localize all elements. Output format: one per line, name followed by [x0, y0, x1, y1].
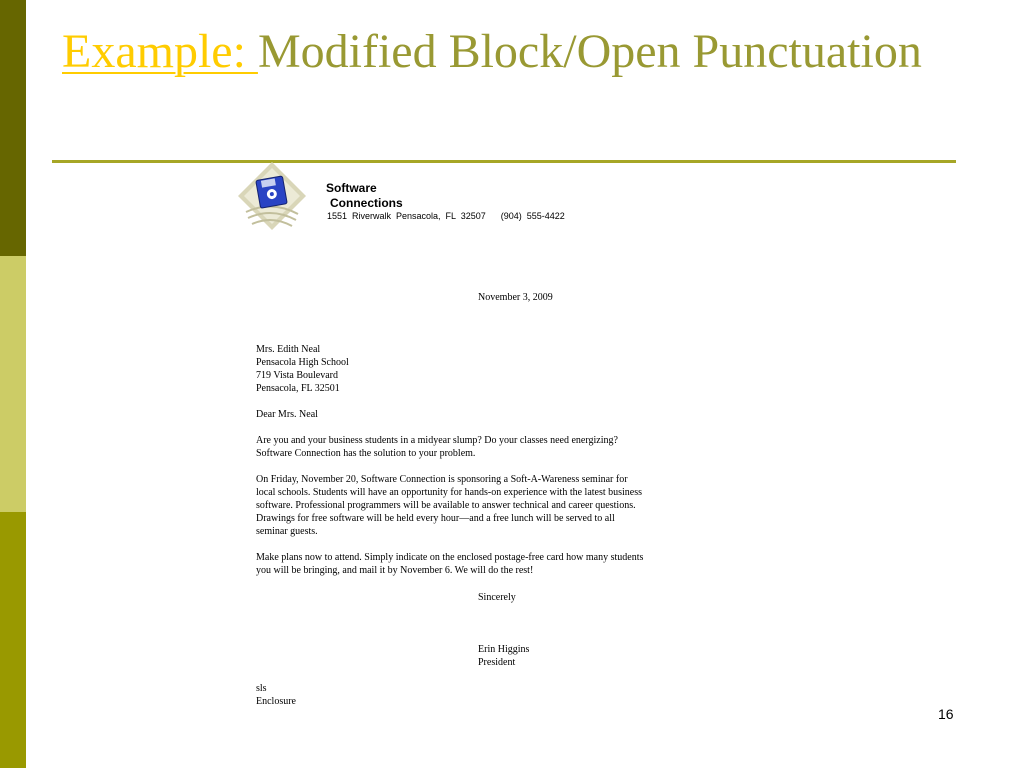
slide-page-number: 16: [938, 706, 954, 722]
inside-address-line: Pensacola, FL 32501: [256, 383, 340, 394]
paragraph-line: Are you and your business students in a midyear slump? Do your classes need energizing?: [256, 435, 618, 446]
company-name-line1: Software: [326, 181, 377, 195]
paragraph-line: Drawings for free software will be held every hour—and a free lunch will be served to all: [256, 513, 615, 524]
floppy-disk-icon: [236, 160, 308, 232]
inside-address-line: 719 Vista Boulevard: [256, 370, 338, 381]
body-paragraph-1: [256, 434, 716, 460]
signature-block: [478, 643, 529, 669]
paragraph-line: seminar guests.: [256, 526, 318, 537]
reference-notations: [256, 682, 296, 708]
letter-date: November 3, 2009: [478, 292, 553, 303]
title-divider: [52, 160, 956, 163]
signer-title: President: [478, 657, 516, 668]
sidebar-band-bottom: [0, 512, 26, 768]
paragraph-line: you will be bringing, and mail it by November 6. We will do the rest!: [256, 565, 534, 576]
inside-address-line: Pensacola High School: [256, 357, 349, 368]
slide-title: [62, 22, 962, 82]
inside-address: [256, 343, 349, 395]
paragraph-line: Software Connection has the solution to your problem.: [256, 448, 476, 459]
inside-address-line: Mrs. Edith Neal: [256, 344, 321, 355]
paragraph-line: On Friday, November 20, Software Connection is sponsoring a Soft-A-Wareness seminar for: [256, 474, 628, 485]
slide-sidebar: [0, 0, 26, 768]
complimentary-close: Sincerely: [478, 592, 516, 603]
paragraph-line: software. Professional programmers will be available to answer technical and career questions.: [256, 500, 636, 511]
title-text: Modified Block/Open Punctuation: [257, 25, 922, 78]
body-paragraph-2: [256, 473, 716, 538]
salutation: Dear Mrs. Neal: [256, 409, 318, 420]
company-name: [326, 181, 403, 211]
paragraph-line: Make plans now to attend. Simply indicate on the enclosed postage-free card how many students: [256, 552, 644, 563]
enclosure-notation: Enclosure: [256, 696, 296, 707]
paragraph-line: local schools. Students will have an opportunity for hands-on experience with the latest business: [256, 487, 643, 498]
company-name-line2: Connections: [330, 196, 403, 210]
sidebar-band-top: [0, 0, 26, 256]
company-address: 1551 Riverwalk Pensacola, FL 32507 (904) 555-4422: [327, 211, 565, 221]
reference-initials: sls: [256, 683, 267, 694]
sidebar-band-middle: [0, 256, 26, 512]
signer-name: Erin Higgins: [478, 644, 530, 655]
title-prefix: Example:: [62, 25, 258, 78]
body-paragraph-3: [256, 551, 716, 577]
